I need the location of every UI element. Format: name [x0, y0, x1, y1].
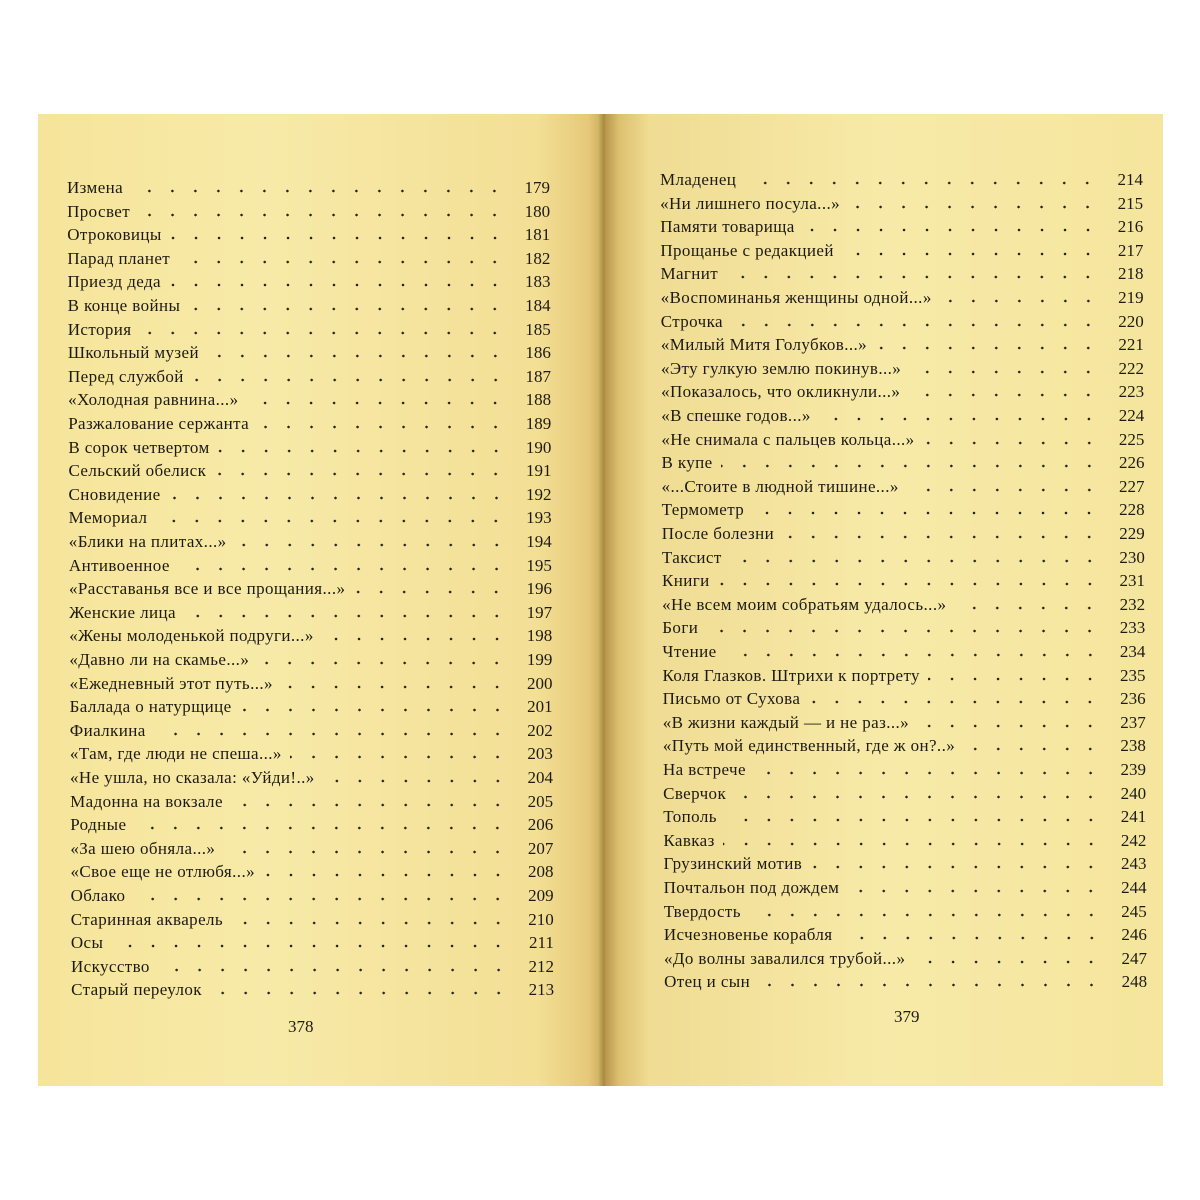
- toc-dot-leader: [909, 370, 1100, 374]
- toc-entry-page: 226: [1118, 453, 1145, 473]
- toc-dot-leader: [207, 354, 507, 358]
- toc-entry-title: «Воспоминанья женщины одной...»: [660, 288, 932, 307]
- toc-entry: [663, 803, 1146, 825]
- toc-dot-leader: [731, 323, 1100, 327]
- toc-entry-page: 225: [1118, 429, 1145, 449]
- toc-entry-page: 211: [528, 933, 554, 953]
- toc-dot-leader: [188, 307, 506, 311]
- toc-entry-title: «Холодная равнина...»: [68, 390, 239, 410]
- toc-entry: [67, 174, 550, 196]
- toc-entry-page: 208: [527, 862, 554, 882]
- toc-entry: [69, 552, 552, 574]
- toc-entry-title: Чтение: [662, 642, 717, 661]
- toc-entry: [662, 591, 1145, 613]
- toc-entry-title: Боги: [662, 618, 699, 638]
- toc-entry: [70, 693, 553, 715]
- toc-dot-leader: [744, 181, 1099, 185]
- toc-entry-page: 239: [1120, 760, 1146, 779]
- toc-entry-page: 221: [1118, 335, 1144, 355]
- toc-entry: [68, 386, 551, 408]
- toc-entry: [662, 496, 1145, 518]
- toc-entry-page: 194: [526, 532, 552, 551]
- toc-entry-page: 229: [1119, 524, 1145, 543]
- toc-entry: [67, 198, 550, 220]
- toc-entry-title: «Жены молоденькой подруги...»: [69, 626, 314, 646]
- toc-entry-title: Антивоенное: [68, 555, 170, 575]
- toc-entry-title: Баллада о натурщице: [69, 697, 232, 717]
- toc-dot-leader: [290, 755, 509, 759]
- toc-entry-page: 220: [1118, 311, 1144, 331]
- toc-entry-title: Женские лица: [69, 602, 176, 622]
- toc-entry-title: После болезни: [661, 524, 775, 543]
- toc-dot-leader: [169, 496, 508, 500]
- page-number-right: 379: [894, 1007, 920, 1026]
- toc-dot-leader: [734, 795, 1102, 799]
- toc-entry-title: Мемориал: [68, 508, 148, 528]
- toc-entry: [663, 850, 1146, 872]
- toc-entry-title: Кавказ: [663, 830, 715, 850]
- toc-entry-title: «За шею обняла...»: [70, 838, 216, 858]
- toc-entry-title: «Милый Митя Голубков...»: [660, 335, 868, 355]
- toc-entry-page: 190: [525, 437, 552, 457]
- toc-dot-leader: [810, 865, 1102, 869]
- toc-dot-leader: [808, 700, 1101, 704]
- toc-entry: [664, 921, 1147, 943]
- toc-entry-title: Сельский обелиск: [68, 461, 207, 481]
- toc-dot-leader: [178, 260, 506, 264]
- toc-entry-page: 240: [1120, 783, 1147, 803]
- toc-entry-page: 195: [526, 555, 552, 575]
- toc-entry-title: «Ни лишнего посула...»: [660, 193, 841, 213]
- toc-dot-leader: [218, 449, 508, 453]
- toc-entry-title: «Давно ли на скамье...»: [69, 650, 250, 669]
- toc-dot-leader: [138, 213, 506, 217]
- toc-entry: [662, 567, 1145, 589]
- toc-entry: [663, 685, 1146, 707]
- toc-entry: [661, 449, 1144, 471]
- toc-entry: [70, 764, 553, 786]
- toc-entry-title: «До волны завалился трубой...»: [663, 948, 906, 968]
- toc-entry-page: 224: [1118, 406, 1145, 425]
- toc-entry-page: 184: [525, 296, 551, 315]
- toc-entry-title: Измена: [67, 178, 124, 197]
- toc-entry-page: 219: [1118, 288, 1144, 307]
- toc-dot-leader: [158, 968, 510, 972]
- toc-dot-leader: [214, 472, 507, 476]
- toc-entry-title: Термометр: [661, 500, 745, 520]
- toc-entry-title: «Блики на плитах...»: [68, 532, 227, 551]
- toc-entry-page: 227: [1119, 476, 1145, 496]
- toc-entry-title: «Свое еще не отлюбя...»: [70, 862, 256, 882]
- toc-entry-title: «Там, где люди не спеша...»: [69, 744, 282, 764]
- toc-dot-leader: [323, 779, 509, 783]
- toc-entry: [69, 575, 552, 597]
- toc-entry: [662, 544, 1145, 566]
- toc-entry: [664, 945, 1147, 967]
- toc-entry-page: 248: [1121, 972, 1148, 992]
- toc-entry-title: Твердость: [663, 901, 741, 921]
- toc-entry-title: «Расставанья все и все прощания...»: [69, 579, 346, 599]
- toc-entry: [70, 811, 553, 833]
- toc-dot-leader: [170, 236, 507, 240]
- toc-dot-leader: [963, 747, 1102, 751]
- toc-entry: [660, 260, 1143, 282]
- toc-entry-title: Мадонна на вокзале: [70, 791, 223, 811]
- toc-entry: [661, 284, 1144, 306]
- toc-entry-title: «Ежедневный этот путь...»: [69, 673, 273, 693]
- toc-entry-page: 187: [525, 366, 551, 386]
- toc-entry-page: 201: [527, 697, 553, 717]
- toc-dot-leader: [240, 708, 509, 712]
- toc-entry-page: 215: [1117, 193, 1144, 213]
- toc-dot-leader: [907, 488, 1101, 492]
- toc-entry-page: 247: [1121, 948, 1147, 968]
- toc-dot-leader: [133, 897, 509, 901]
- toc-dot-leader: [725, 818, 1102, 822]
- toc-entry: [69, 504, 552, 526]
- toc-entry: [68, 339, 551, 361]
- toc-entry-title: «Эту гулкую землю покинув...»: [660, 358, 902, 378]
- toc-entry-title: Таксист: [661, 547, 722, 567]
- toc-entry-page: 181: [524, 225, 551, 245]
- toc-entry-page: 237: [1120, 712, 1146, 732]
- toc-entry-title: Фиалкина: [69, 720, 146, 740]
- toc-entry-title: «Путь мой единственный, где ж он?..»: [662, 736, 956, 756]
- toc-entry-page: 245: [1121, 901, 1147, 921]
- toc-entry-title: В конце войны: [67, 296, 181, 315]
- toc-dot-leader: [847, 889, 1102, 893]
- toc-entry-title: Книги: [662, 571, 710, 591]
- toc-entry-title: Старинная акварель: [70, 909, 224, 929]
- toc-dot-leader: [721, 464, 1101, 468]
- toc-entry-title: Просвет: [67, 201, 131, 221]
- toc-entry-title: «Не снимала с пальцев кольца...»: [661, 429, 915, 449]
- toc-entry-page: 198: [526, 626, 553, 646]
- toc-entry-page: 199: [526, 650, 553, 669]
- toc-entry: [67, 245, 550, 267]
- toc-entry-page: 206: [527, 815, 554, 835]
- toc-dot-leader: [322, 637, 509, 641]
- toc-dot-leader: [752, 511, 1101, 515]
- toc-entry-title: Школьный музей: [67, 343, 199, 363]
- toc-entry-title: Перед службой: [67, 366, 184, 386]
- toc-entry: [660, 237, 1143, 259]
- toc-entry-title: Магнит: [660, 264, 719, 284]
- toc-entry: [70, 670, 553, 692]
- toc-entry-title: «В жизни каждый — и не раз...»: [662, 712, 910, 732]
- toc-dot-leader: [706, 629, 1101, 633]
- toc-entry-page: 193: [526, 508, 552, 528]
- toc-entry-page: 203: [527, 744, 553, 764]
- left-page: [38, 114, 605, 1086]
- toc-entry-title: Строчка: [660, 311, 723, 331]
- toc-dot-leader: [139, 331, 506, 335]
- toc-entry-page: 246: [1121, 925, 1147, 945]
- toc-dot-leader: [928, 677, 1102, 681]
- toc-entry-page: 213: [528, 980, 555, 1000]
- toc-entry: [71, 906, 554, 928]
- toc-entry: [663, 662, 1146, 684]
- toc-entry: [664, 874, 1147, 896]
- toc-entry-page: 202: [527, 720, 553, 740]
- toc-dot-leader: [841, 936, 1103, 940]
- toc-entry-page: 179: [524, 178, 550, 197]
- toc-entry: [69, 528, 552, 550]
- toc-entry-page: 230: [1119, 547, 1145, 567]
- toc-dot-leader: [749, 913, 1103, 917]
- toc-entry: [71, 882, 554, 904]
- toc-entry: [70, 740, 553, 762]
- toc-entry-page: 196: [526, 579, 553, 599]
- toc-entry: [71, 929, 554, 951]
- toc-entry-title: Отроковицы: [67, 225, 162, 245]
- toc-entry: [662, 638, 1145, 660]
- toc-entry-page: 218: [1117, 264, 1144, 284]
- toc-entry: [662, 473, 1145, 495]
- toc-entry-page: 214: [1117, 170, 1143, 189]
- toc-entry: [663, 827, 1146, 849]
- toc-entry-title: В сорок четвертом: [68, 437, 210, 457]
- toc-entry-title: Приезд деда: [67, 272, 161, 292]
- toc-entry-page: 204: [527, 768, 553, 787]
- toc-entry-page: 210: [528, 909, 554, 929]
- toc-entry: [662, 520, 1145, 542]
- toc-entry-page: 216: [1117, 217, 1144, 237]
- toc-entry: [70, 835, 553, 857]
- toc-dot-leader: [235, 543, 508, 547]
- toc-entry: [661, 355, 1144, 377]
- toc-entry: [68, 457, 551, 479]
- toc-entry-page: 192: [526, 484, 552, 504]
- toc-entry-title: Осы: [70, 933, 104, 953]
- toc-entry-title: Сверчок: [663, 783, 727, 803]
- toc-dot-leader: [231, 921, 510, 925]
- toc-dot-leader: [730, 559, 1101, 563]
- toc-dot-leader: [758, 983, 1103, 987]
- toc-entry-page: 233: [1119, 618, 1146, 638]
- toc-entry-page: 186: [525, 343, 551, 363]
- toc-dot-leader: [155, 519, 507, 523]
- toc-dot-leader: [246, 401, 507, 405]
- toc-entry-page: 242: [1120, 830, 1147, 850]
- toc-dot-leader: [726, 275, 1099, 279]
- toc-dot-leader: [718, 582, 1101, 586]
- toc-entry: [70, 717, 553, 739]
- toc-entry-title: Отец и сын: [664, 972, 751, 992]
- toc-entry-page: 241: [1120, 807, 1147, 827]
- toc-dot-leader: [223, 850, 509, 854]
- toc-dot-leader: [281, 685, 509, 689]
- toc-entry: [664, 898, 1147, 920]
- toc-entry: [68, 410, 551, 432]
- toc-entry-page: 182: [524, 248, 551, 268]
- toc-entry: [661, 378, 1144, 400]
- toc-entry: [71, 953, 554, 975]
- toc-entry: [67, 221, 550, 243]
- toc-dot-leader: [819, 417, 1100, 421]
- toc-dot-leader: [917, 724, 1102, 728]
- right-page: [605, 114, 1163, 1086]
- toc-dot-leader: [231, 803, 509, 807]
- toc-dot-leader: [257, 425, 507, 429]
- toc-entry-page: 228: [1119, 500, 1145, 520]
- toc-dot-leader: [134, 826, 509, 830]
- toc-dot-leader: [353, 590, 508, 594]
- toc-entry-page: 191: [525, 461, 552, 481]
- toc-dot-leader: [210, 991, 510, 995]
- toc-entry: [661, 331, 1144, 353]
- toc-entry-page: 197: [526, 602, 553, 622]
- toc-entry-title: «...Стоите в людной тишине...»: [661, 476, 899, 496]
- toc-entry-title: «Не всем моим собратьям удалось...»: [662, 594, 947, 614]
- toc-dot-leader: [954, 606, 1101, 610]
- toc-entry-title: Сновидение: [68, 484, 161, 504]
- toc-entry-title: В купе: [661, 453, 713, 473]
- toc-entry-page: 212: [528, 956, 554, 976]
- toc-dot-leader: [257, 661, 508, 665]
- toc-entry-page: 180: [524, 201, 551, 221]
- toc-entry: [663, 756, 1146, 778]
- toc-entry: [69, 622, 552, 644]
- toc-dot-leader: [192, 378, 507, 382]
- toc-dot-leader: [723, 842, 1103, 846]
- toc-entry-page: 183: [524, 272, 551, 292]
- toc-dot-leader: [908, 393, 1100, 397]
- toc-entry: [68, 316, 551, 338]
- toc-dot-leader: [131, 189, 506, 193]
- toc-entry-page: 205: [527, 791, 554, 811]
- toc-dot-leader: [111, 944, 510, 948]
- toc-entry: [661, 426, 1144, 448]
- toc-entry: [660, 213, 1143, 235]
- toc-entry-title: «Показалось, что окликнули...»: [661, 382, 901, 402]
- toc-entry-page: 209: [528, 886, 554, 905]
- toc-entry: [69, 481, 552, 503]
- toc-entry-title: Грузинский мотив: [663, 854, 803, 874]
- toc-entry-title: Почтальон под дождем: [663, 878, 840, 897]
- toc-entry-title: «Не ушла, но сказала: «Уйди!..»: [70, 768, 315, 787]
- toc-entry: [663, 780, 1146, 802]
- toc-dot-leader: [178, 567, 508, 571]
- toc-dot-leader: [725, 653, 1102, 657]
- toc-entry-page: 244: [1121, 878, 1147, 897]
- toc-entry: [660, 190, 1143, 212]
- toc-entry: [68, 363, 551, 385]
- page-number-left: 378: [288, 1017, 314, 1036]
- toc-entry-title: История: [67, 319, 132, 339]
- toc-entry-page: 236: [1120, 689, 1146, 709]
- toc-entry: [68, 434, 551, 456]
- toc-dot-leader: [154, 732, 509, 736]
- toc-entry-page: 232: [1119, 594, 1146, 614]
- toc-entry-page: 234: [1119, 642, 1146, 661]
- toc-entry-title: Родные: [70, 815, 127, 835]
- toc-entry-page: 200: [527, 673, 553, 693]
- toc-dot-leader: [842, 252, 1100, 256]
- toc-entry-title: Прощанье с редакцией: [660, 240, 834, 260]
- toc-entry-title: Исчезновенье корабля: [663, 925, 833, 945]
- toc-dot-leader: [875, 346, 1100, 350]
- toc-entry-page: 235: [1120, 665, 1146, 685]
- toc-entry-page: 222: [1118, 358, 1144, 378]
- toc-dot-leader: [169, 283, 506, 287]
- toc-entry: [660, 166, 1143, 188]
- toc-entry-title: «В спешке годов...»: [661, 406, 811, 425]
- toc-entry-title: Тополь: [663, 807, 717, 827]
- toc-entry: [70, 858, 553, 880]
- toc-entry-page: 207: [527, 838, 554, 858]
- toc-entry-title: На встрече: [663, 760, 746, 779]
- toc-entry: [70, 788, 553, 810]
- toc-dot-leader: [263, 873, 509, 877]
- toc-entry-title: Искусство: [70, 956, 150, 976]
- toc-entry-page: 243: [1120, 854, 1147, 874]
- toc-dot-leader: [803, 228, 1100, 232]
- toc-entry: [661, 308, 1144, 330]
- toc-entry: [69, 599, 552, 621]
- toc-entry: [663, 709, 1146, 731]
- toc-dot-leader: [940, 299, 1100, 303]
- toc-entry: [68, 292, 551, 314]
- toc-entry: [661, 402, 1144, 424]
- toc-entry: [664, 968, 1147, 990]
- toc-entry-page: 238: [1120, 736, 1146, 756]
- toc-entry: [663, 732, 1146, 754]
- toc-entry: [67, 268, 550, 290]
- toc-entry-title: Старый переулок: [71, 980, 202, 1000]
- toc-dot-leader: [782, 535, 1101, 539]
- toc-entry-title: Памяти товарища: [660, 217, 795, 237]
- toc-dot-leader: [848, 205, 1099, 209]
- toc-entry-page: 231: [1119, 571, 1146, 591]
- toc-entry-title: Облако: [70, 886, 126, 905]
- toc-entry-title: Парад планет: [67, 248, 171, 268]
- toc-dot-leader: [913, 960, 1103, 964]
- toc-entry-page: 188: [525, 390, 552, 410]
- toc-entry-title: Разжалование сержанта: [68, 414, 250, 433]
- toc-entry: [69, 646, 552, 668]
- toc-dot-leader: [923, 441, 1101, 445]
- toc-entry: [71, 976, 554, 998]
- toc-entry-page: 185: [525, 319, 551, 339]
- toc-entry-title: Младенец: [660, 170, 737, 189]
- toc-entry-title: Письмо от Сухова: [662, 689, 801, 709]
- toc-dot-leader: [184, 614, 508, 618]
- toc-entry: [662, 614, 1145, 636]
- toc-entry-title: Коля Глазков. Штрихи к портрету: [662, 665, 920, 685]
- toc-entry-page: 217: [1117, 240, 1144, 260]
- toc-entry-page: 223: [1118, 382, 1145, 402]
- toc-dot-leader: [754, 771, 1102, 775]
- toc-entry-page: 189: [525, 414, 552, 433]
